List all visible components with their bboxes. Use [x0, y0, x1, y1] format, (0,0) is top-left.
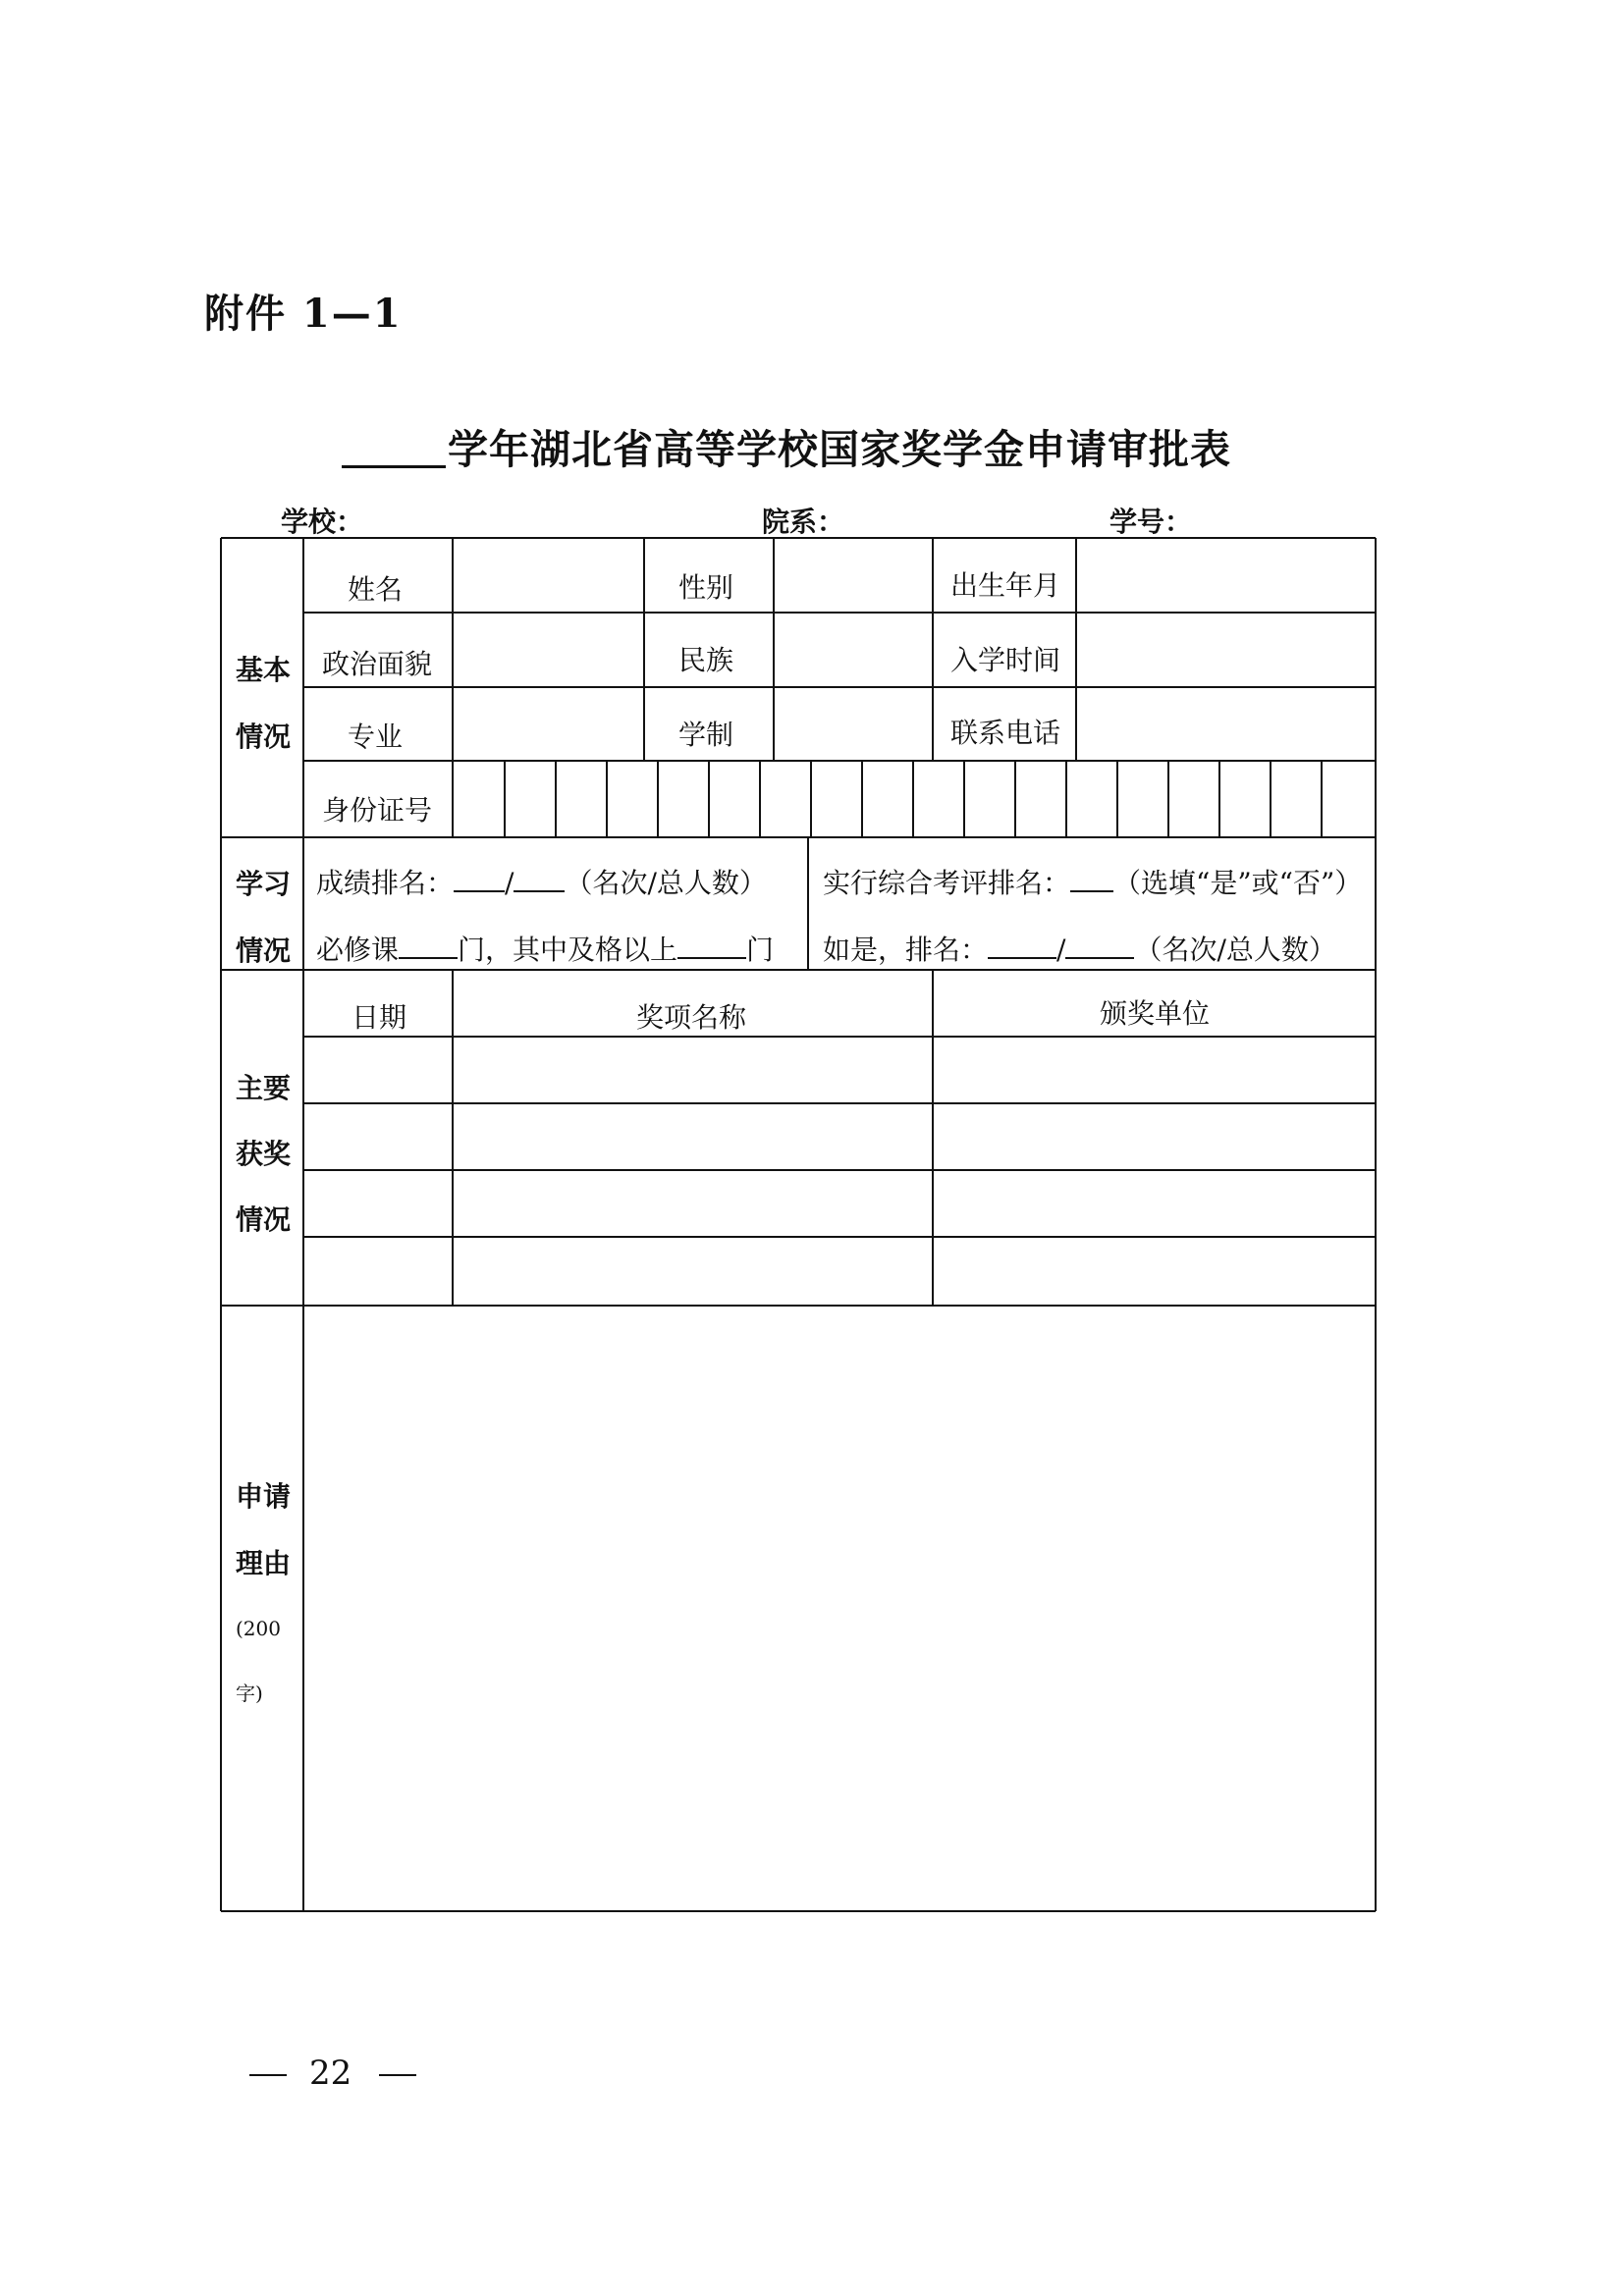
if-yes-total-blank[interactable] [1065, 935, 1134, 959]
section-awards-line1: 主要 [236, 1072, 292, 1104]
grade-rank-suffix: （名次/总人数） [565, 867, 767, 899]
student-id-label: 学号： [1109, 506, 1193, 538]
page-dash-right [379, 2074, 416, 2076]
grade-rank-row: 成绩排名： / （名次/总人数） [316, 867, 767, 899]
required-mid: 门，其中及格以上 [458, 934, 678, 966]
grade-total-blank[interactable] [514, 869, 565, 892]
ethnicity-label: 民族 [678, 644, 734, 676]
page-dash-left [249, 2074, 287, 2076]
section-basic-line2: 情况 [236, 721, 292, 753]
application-form-table [220, 537, 1377, 1912]
section-awards-line2: 获奖 [236, 1138, 292, 1170]
section-study-line1: 学习 [236, 868, 292, 900]
section-study-line2: 情况 [236, 934, 292, 967]
academic-year-blank[interactable] [342, 465, 446, 468]
section-reason-line1: 申请 [236, 1480, 292, 1513]
birth-label: 出生年月 [950, 569, 1061, 602]
passed-count-blank[interactable] [677, 935, 746, 959]
comprehensive-label: 实行综合考评排名： [823, 867, 1071, 899]
required-count-blank[interactable] [399, 935, 458, 959]
awards-header-issuer: 颁奖单位 [1100, 997, 1211, 1030]
attachment-label: 附件 1—1 [204, 291, 403, 337]
required-course-row [316, 935, 774, 964]
political-label: 政治面貌 [322, 648, 433, 680]
required-label: 必修课 [316, 934, 400, 966]
required-suffix: 门 [746, 934, 775, 966]
grade-rank-blank[interactable] [454, 869, 505, 892]
reason-note-line1: (200 [236, 1617, 281, 1640]
form-title: 学年湖北省高等学校国家奖学金申请审批表 [448, 426, 1231, 473]
enrollment-label: 入学时间 [950, 644, 1061, 676]
comprehensive-suffix: （选填“是”或“否”） [1113, 867, 1363, 899]
major-label: 专业 [348, 721, 404, 753]
section-basic-line1: 基本 [236, 654, 292, 686]
id-number-label: 身份证号 [322, 794, 433, 827]
page-number: 22 [309, 2054, 352, 2093]
if-yes-row: 如是，排名： / （名次/总人数） [823, 934, 1336, 966]
school-label: 学校： [281, 506, 364, 538]
grade-rank-label: 成绩排名： [316, 867, 455, 899]
phone-label: 联系电话 [950, 717, 1061, 749]
name-label: 姓名 [348, 573, 404, 606]
comprehensive-blank[interactable] [1070, 869, 1113, 892]
if-yes-rank-blank[interactable] [988, 935, 1056, 959]
department-label: 院系： [762, 506, 845, 538]
awards-header-name: 奖项名称 [636, 1001, 747, 1034]
if-yes-label: 如是，排名： [823, 934, 989, 966]
gender-label: 性别 [678, 571, 734, 604]
awards-header-date: 日期 [352, 1001, 407, 1034]
section-awards-line3: 情况 [236, 1203, 292, 1236]
if-yes-suffix: （名次/总人数） [1134, 934, 1336, 966]
comprehensive-row [823, 869, 1362, 897]
duration-label: 学制 [678, 719, 734, 751]
reason-note-line2: 字) [236, 1682, 263, 1705]
section-reason-line2: 理由 [236, 1547, 292, 1579]
